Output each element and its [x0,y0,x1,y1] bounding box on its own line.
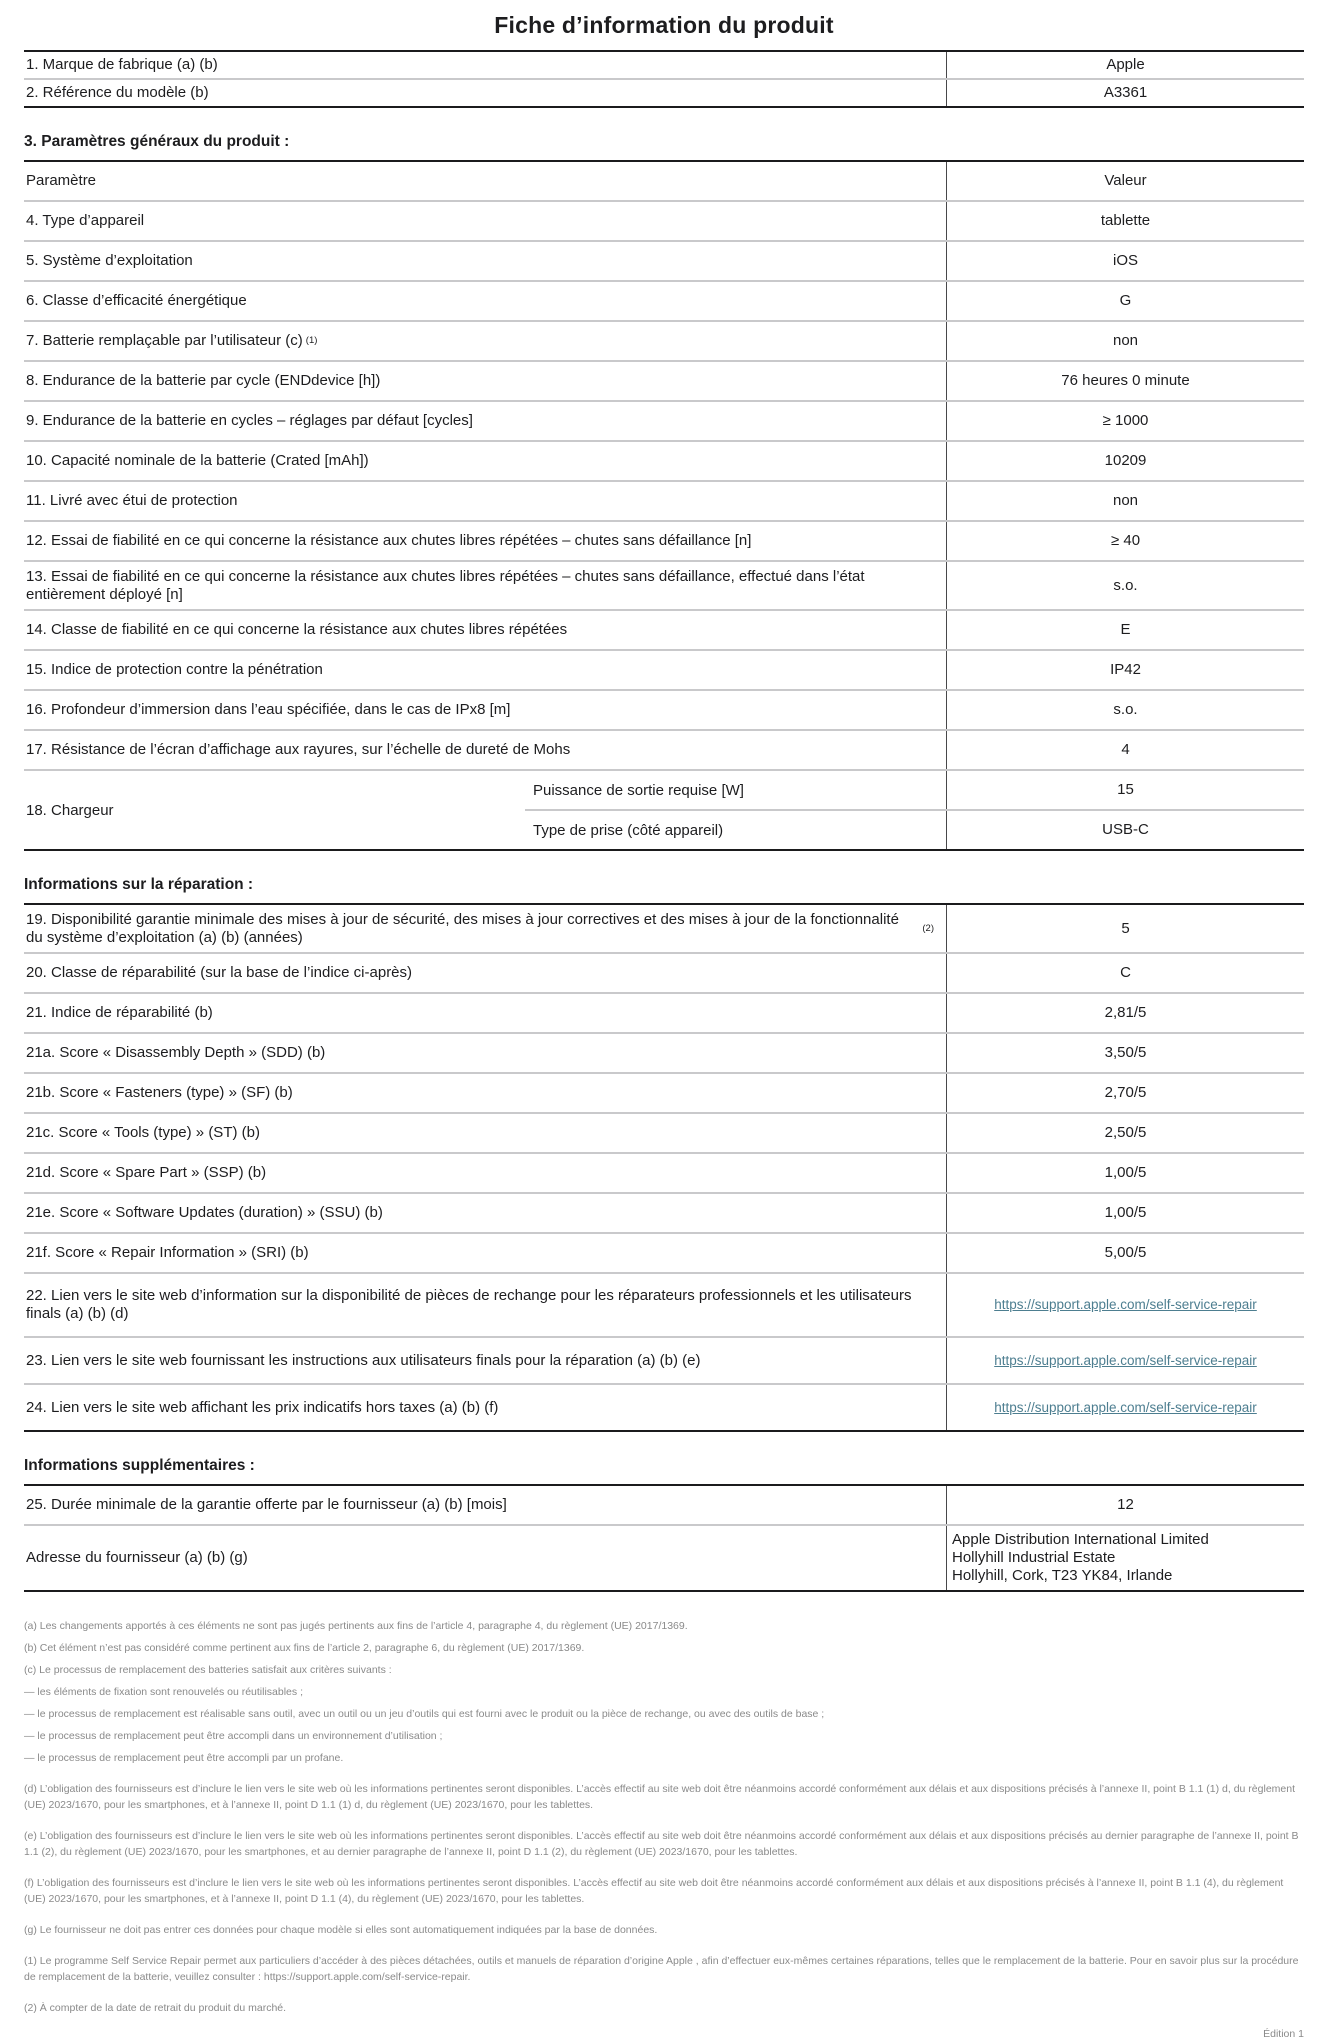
row-label: 22. Lien vers le site web d’information sur la disponibilité de pièces de rechange pour les réparateurs professionnels et les utilisateurs finals (a) (b) (d) [26,1287,912,1322]
page-title: Fiche d’information du produit [494,12,834,38]
row-value [946,1274,1304,1336]
row-value: ≥ 1000 [946,402,1304,440]
column-header-parameter: Paramètre [26,172,97,189]
additional-table [24,1484,1304,1592]
table-row [24,52,1304,78]
row-label: 15. Indice de protection contre la pénétration [26,661,323,678]
table-row [24,1152,1304,1192]
footnote-c-item: — le processus de remplacement peut être accompli par un profane. [24,1752,344,1764]
row-label: 14. Classe de fiabilité en ce qui concerne la résistance aux chutes libres répétées [26,621,568,638]
row-label: 7. Batterie remplaçable par l’utilisateur (c) (1) [26,332,318,349]
row-label: 21c. Score « Tools (type) » (ST) (b) [26,1124,260,1141]
row-value: Apple [946,52,1304,78]
table-row [24,200,1304,240]
footnote-d: (d) L’obligation des fournisseurs est d’inclure le lien vers le site web où les informations pertinentes seront disponibles. L’accès effectif au site web doit être néanmoins accordé conformément aux délais et aux dispositions précisés à l’annexe II, point B 1.1 (1) d, du règlement (UE) 2023/1670, pour les smartphones, et à l’annexe II, point D 1.1 (1) d, du règlement (UE) 2023/1670, pour les tablettes. [24,1783,1296,1811]
footnote-c-item: — le processus de remplacement peut être accompli dans un environnement d’utilisation ; [24,1730,443,1742]
table-row [24,689,1304,729]
row-value: IP42 [946,651,1304,689]
table-row [24,78,1304,106]
charger-row [24,769,1304,849]
row-value: 2,70/5 [946,1074,1304,1112]
supplier-address-line: Apple Distribution International Limited [952,1531,1209,1548]
row-value: 1,00/5 [946,1154,1304,1192]
table-row [24,440,1304,480]
row-value: iOS [946,242,1304,280]
table-row [24,280,1304,320]
table-row [24,1336,1304,1383]
row-label: 1. Marque de fabrique (a) (b) [26,56,218,73]
spare-parts-link[interactable]: https://support.apple.com/self-service-repair [994,1297,1257,1312]
table-row [24,992,1304,1032]
footnote-2: (2) À compter de la date de retrait du produit du marché. [24,2002,287,2014]
row-value: 2,50/5 [946,1114,1304,1152]
row-value [946,1385,1304,1430]
identification-table [24,50,1304,108]
row-label: 16. Profondeur d’immersion dans l’eau spécifiée, dans le cas de IPx8 [m] [26,701,511,718]
table-row [24,1232,1304,1272]
row-label: 13. Essai de fiabilité en ce qui concerne la résistance aux chutes libres répétées – chutes sans défaillance, effectué dans l’état entièrement déployé [n] [26,567,865,603]
table-row [24,1032,1304,1072]
supplier-address-line: Hollyhill Industrial Estate [952,1549,1116,1566]
row-value: 1,00/5 [946,1194,1304,1232]
row-value [946,1338,1304,1383]
table-row [24,1486,1304,1524]
row-value: tablette [946,202,1304,240]
sub-row-label: Puissance de sortie requise [W] [533,781,744,799]
table-row [24,649,1304,689]
footnotes [24,1618,1304,2016]
footnote-c-item: — le processus de remplacement est réalisable sans outil, avec un outil ou un jeu d’outils qui est fourni avec le produit ou la pièce de rechange, ou avec des outils de base ; [24,1708,825,1720]
column-header-value: Valeur [946,162,1304,200]
row-label: 6. Classe d’efficacité énergétique [26,292,247,309]
sub-row-label: Type de prise (côté appareil) [533,821,724,839]
row-label: 5. Système d’exploitation [26,252,193,269]
table-row [24,360,1304,400]
table-row [24,560,1304,609]
row-value: 12 [946,1486,1304,1524]
row-value: 5 [946,905,1304,952]
table-row [24,905,1304,952]
row-value: s.o. [946,691,1304,729]
table-row [24,1272,1304,1336]
repair-instructions-link[interactable]: https://support.apple.com/self-service-repair [994,1352,1257,1368]
supplier-address [946,1526,1304,1590]
row-value: s.o. [946,562,1304,609]
table-row [24,480,1304,520]
footnote-c-item: — les éléments de fixation sont renouvelés ou réutilisables ; [24,1686,303,1698]
row-value: C [946,954,1304,992]
section-heading-general: 3. Paramètres généraux du produit : [24,133,290,150]
footnote-c: (c) Le processus de remplacement des batteries satisfait aux critères suivants : [24,1664,392,1676]
row-label: 21. Indice de réparabilité (b) [26,1004,213,1021]
row-label: 21a. Score « Disassembly Depth » (SDD) (b) [26,1044,326,1061]
footnote-g: (g) Le fournisseur ne doit pas entrer ces données pour chaque modèle si elles sont automatiquement indiquées par la base de données. [24,1924,658,1936]
row-label: 11. Livré avec étui de protection [26,492,238,509]
table-row [24,400,1304,440]
supplier-address-line: Hollyhill, Cork, T23 YK84, Irlande [952,1567,1173,1584]
table-row [24,240,1304,280]
row-label: 10. Capacité nominale de la batterie (Crated [mAh]) [26,452,369,469]
row-value: USB-C [946,811,1304,849]
row-label: Adresse du fournisseur (a) (b) (g) [26,1549,248,1566]
row-label: 17. Résistance de l’écran d’affichage aux rayures, sur l’échelle de dureté de Mohs [26,741,571,758]
row-value: 15 [946,771,1304,809]
row-value: non [946,482,1304,520]
row-label: 8. Endurance de la batterie par cycle (ENDdevice [h]) [26,372,381,389]
row-label: 20. Classe de réparabilité (sur la base de l’indice ci-après) [26,964,413,981]
section-heading-additional: Informations supplémentaires : [24,1457,255,1474]
row-label: 19. Disponibilité garantie minimale des mises à jour de sécurité, des mises à jour correctives et des mises à jour de la fonctionnalité du système d’exploitation (a) (b) (années) (2) [26,910,934,946]
row-label: 2. Référence du modèle (b) [26,84,209,101]
row-value: 4 [946,731,1304,769]
row-label: 12. Essai de fiabilité en ce qui concerne la résistance aux chutes libres répétées – chutes sans défaillance [n] [26,532,752,549]
row-label: 24. Lien vers le site web affichant les prix indicatifs hors taxes (a) (b) (f) [26,1398,499,1416]
section-heading-repair: Informations sur la réparation : [24,876,254,893]
supplier-address-row [24,1524,1304,1590]
row-value: A3361 [946,80,1304,106]
row-label: 18. Chargeur [26,801,114,819]
row-label: 21f. Score « Repair Information » (SRI) (b) [26,1244,309,1261]
table-row [24,952,1304,992]
footnote-e: (e) L’obligation des fournisseurs est d’inclure le lien vers le site web où les informations pertinentes seront disponibles. L’accès effectif au site web doit être néanmoins accordé conformément aux délais et aux dispositions précisés au dernier paragraphe de l’annexe II, point B 1.1 (2), du règlement (UE) 2023/1670, pour les smartphones, et au dernier paragraphe de l’annexe II, point D 1.1 (2), du règlement (UE) 2023/1670, pour les tablettes. [24,1830,1299,1858]
repair-table [24,903,1304,1432]
row-label: 4. Type d’appareil [26,212,145,229]
charger-sub-table [525,771,1304,849]
charger-sub-row [525,771,1304,809]
row-value: 2,81/5 [946,994,1304,1032]
table-row [24,1192,1304,1232]
row-value: 10209 [946,442,1304,480]
table-row [24,320,1304,360]
footnote-f: (f) L’obligation des fournisseurs est d’inclure le lien vers le site web où les informations pertinentes seront disponibles. L’accès effectif au site web doit être néanmoins accordé conformément aux délais et aux dispositions précisés à l’annexe II, point B 1.1 (4), du règlement (UE) 2023/1670, pour les smartphones, et à l’annexe II, point D 1.1 (4), du règlement (UE) 2023/1670, pour les tablettes. [24,1877,1284,1905]
row-value: 5,00/5 [946,1234,1304,1272]
row-value: E [946,611,1304,649]
table-row [24,1072,1304,1112]
edition-label: Édition 1 [1263,2028,1304,2040]
row-label: 23. Lien vers le site web fournissant les instructions aux utilisateurs finals pour la réparation (a) (b) (e) [26,1351,701,1369]
row-label: 9. Endurance de la batterie en cycles – réglages par défaut [cycles] [26,412,473,429]
footnote-1: (1) Le programme Self Service Repair permet aux particuliers d’accéder à des pièces détachées, outils et manuels de réparation d’origine Apple , afin d’effectuer eux-mêmes certaines réparations, telles que le remplacement de la batterie. Pour en savoir plus sur la procédure de remplacement de la batterie, veuillez consulter : https://support.apple.com/self-service-repair. [24,1955,1299,1983]
footnote-b: (b) Cet élément n’est pas considéré comme pertinent aux fins de l’article 2, paragraphe 6, du règlement (UE) 2017/1369. [24,1642,585,1654]
table-row [24,1112,1304,1152]
row-value: 76 heures 0 minute [946,362,1304,400]
indicative-prices-link[interactable]: https://support.apple.com/self-service-repair [994,1399,1257,1415]
table-row [24,520,1304,560]
table-row [24,1383,1304,1430]
row-value: 3,50/5 [946,1034,1304,1072]
footnote-a: (a) Les changements apportés à ces éléments ne sont pas jugés pertinents aux fins de l’article 4, paragraphe 4, du règlement (UE) 2017/1369. [24,1620,688,1632]
row-label: 21d. Score « Spare Part » (SSP) (b) [26,1164,267,1181]
row-label: 25. Durée minimale de la garantie offerte par le fournisseur (a) (b) [mois] [26,1496,507,1513]
row-label: 21e. Score « Software Updates (duration) » (SSU) (b) [26,1204,383,1221]
row-value: G [946,282,1304,320]
row-label: 21b. Score « Fasteners (type) » (SF) (b) [26,1084,293,1101]
table-header-row [24,162,1304,200]
charger-sub-row [525,809,1304,849]
general-parameters-table [24,160,1304,851]
table-row [24,729,1304,769]
row-value: ≥ 40 [946,522,1304,560]
row-value: non [946,322,1304,360]
table-row [24,609,1304,649]
